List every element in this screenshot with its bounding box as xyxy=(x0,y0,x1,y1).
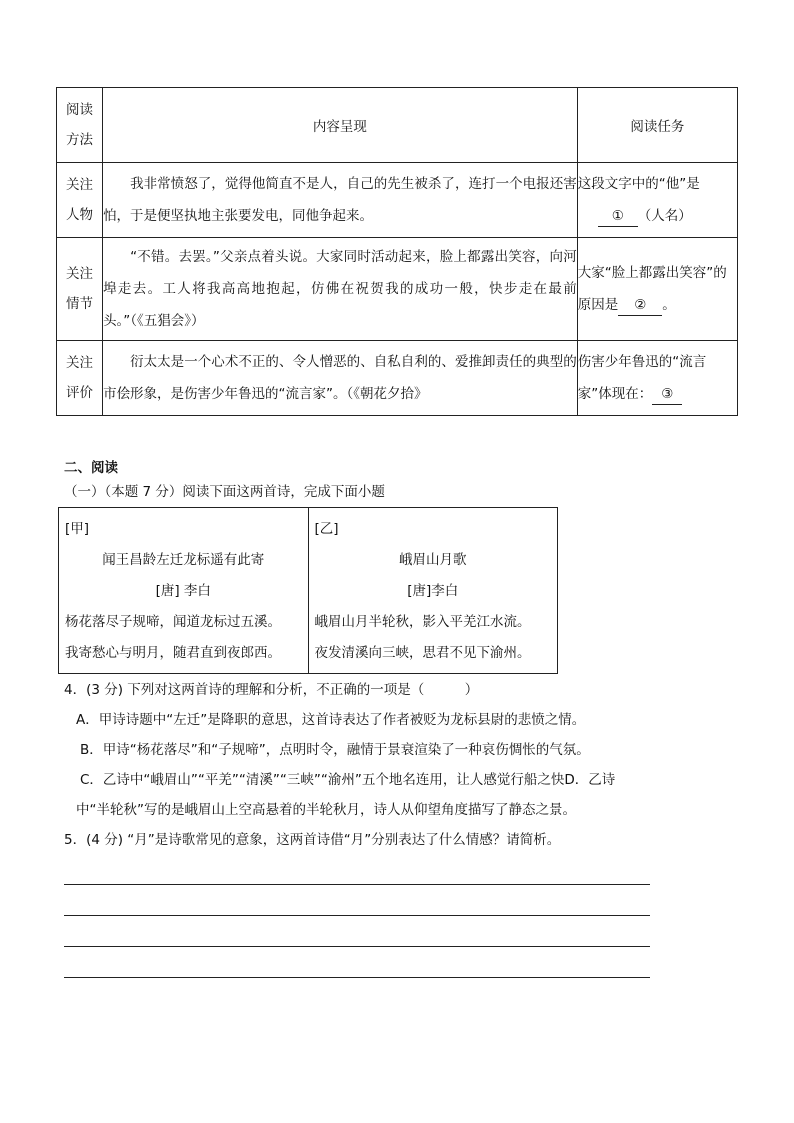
header-method-cell xyxy=(57,88,103,163)
task-text: 大家“脸上都露出笑容”的原因是 xyxy=(577,265,727,313)
task-text: 伤害少年鲁迅的“流言家”体现在： xyxy=(577,354,707,402)
header-content-cell: 内容呈现 xyxy=(103,88,578,163)
method-cell xyxy=(57,341,103,416)
question-5-stem: 5．(4 分) “月”是诗歌常见的意象，这两首诗借“月”分别表达了什么情感？请简析。 xyxy=(64,832,561,848)
answer-blank-3[interactable]: ③ xyxy=(652,384,682,405)
header-method-line: 阅读 xyxy=(66,102,94,118)
method-line: 情节 xyxy=(66,296,94,312)
question-4-option-c[interactable]: C．乙诗中“峨眉山”“平羌”“清溪”“三峡”“渝州”五个地名连用，让人感觉行船之快 xyxy=(80,772,565,788)
method-line: 评价 xyxy=(66,385,94,401)
answer-line[interactable] xyxy=(64,884,650,885)
poem-line: 我寄愁心与明月，随君直到夜郎西。 xyxy=(65,645,281,661)
table-row xyxy=(57,238,738,341)
header-task-cell: 阅读任务 xyxy=(577,88,737,163)
poem-label: [甲] xyxy=(65,521,90,537)
poem-yi-cell xyxy=(308,508,558,674)
poem-jia-cell xyxy=(59,508,309,674)
content-cell: 我非常愤怒了，觉得他简直不是人，自己的先生被杀了，连打一个电报还害怕，于是便坚执地主张要发电，同他争起来。 xyxy=(103,163,578,238)
answer-line[interactable] xyxy=(64,915,650,916)
header-method-line: 方法 xyxy=(66,132,94,148)
poem-author: [唐]李白 xyxy=(407,583,459,599)
answer-line[interactable] xyxy=(64,946,650,947)
method-cell xyxy=(57,238,103,341)
poem-line: 峨眉山月半轮秋，影入平羌江水流。 xyxy=(314,614,531,630)
task-cell xyxy=(577,238,737,341)
answer-line[interactable] xyxy=(64,977,650,978)
content-cell: 衍太太是一个心术不正的、令人憎恶的、自私自利的、爱推卸责任的典型的市侩形象，是伤害少年鲁迅的“流言家”。（《朝花夕拾》 xyxy=(103,341,578,416)
answer-blank-1[interactable]: ① xyxy=(598,206,638,227)
section-title: 二、阅读 xyxy=(64,460,118,476)
question-4-option-d-start[interactable]: D．乙诗 xyxy=(564,772,616,788)
method-line: 人物 xyxy=(66,207,94,223)
poems-table xyxy=(58,507,558,674)
method-cell xyxy=(57,163,103,238)
poem-line: 夜发清溪向三峡，思君不见下渝州。 xyxy=(314,645,531,661)
reading-task-table xyxy=(56,87,738,416)
task-suffix: 。 xyxy=(662,297,676,313)
method-line: 关注 xyxy=(66,355,94,371)
task-text: 这段文字中的“他”是 xyxy=(577,176,700,192)
poem-label: [乙] xyxy=(314,521,339,537)
poem-title: 峨眉山月歌 xyxy=(399,552,467,568)
poem-title: 闻王昌龄左迁龙标遥有此寄 xyxy=(102,552,265,568)
method-line: 关注 xyxy=(66,266,94,282)
table-row xyxy=(57,341,738,416)
question-4-option-a[interactable]: A．甲诗诗题中“左迁”是降职的意思，这首诗表达了作者被贬为龙标县尉的悲愤之情。 xyxy=(76,712,586,728)
poem-line: 杨花落尽子规啼，闻道龙标过五溪。 xyxy=(65,614,281,630)
task-cell xyxy=(577,163,737,238)
table-row xyxy=(57,163,738,238)
poem-author: [唐] 李白 xyxy=(155,583,211,599)
question-4-option-c-line xyxy=(80,766,615,795)
table-header-row xyxy=(57,88,738,163)
poems-row xyxy=(59,508,558,674)
task-suffix: （人名） xyxy=(637,208,692,224)
question-4-option-d-cont[interactable]: 中“半轮秋”写的是峨眉山上空高悬着的半轮秋月，诗人从仰望角度描写了静态之景。 xyxy=(76,802,576,818)
section-intro: （一）（本题 7 分）阅读下面这两首诗，完成下面小题 xyxy=(64,484,385,500)
content-cell: “不错。去罢。”父亲点着头说。大家同时活动起来，脸上都露出笑容，向河埠走去。工人将我高高地抱起，仿佛在祝贺我的成功一般，快步走在最前头。”（《五猖会》） xyxy=(103,238,578,341)
answer-blank-2[interactable]: ② xyxy=(618,295,662,316)
question-4-stem: 4．(3 分) 下列对这两首诗的理解和分析，不正确的一项是（ ） xyxy=(64,682,479,698)
question-4-option-b[interactable]: B．甲诗“杨花落尽”和“子规啼”，点明时令，融情于景衰渲染了一种哀伤惆怅的气氛。 xyxy=(80,742,590,758)
task-cell xyxy=(577,341,737,416)
method-line: 关注 xyxy=(66,177,94,193)
